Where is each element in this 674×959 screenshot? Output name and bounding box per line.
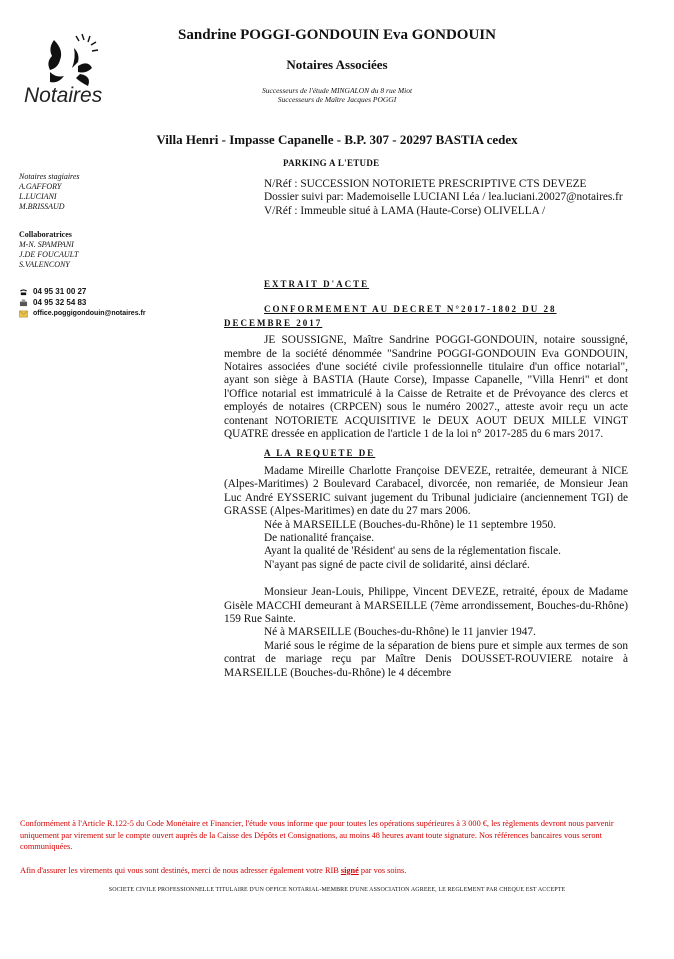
phone-row	[19, 286, 209, 297]
attestation-paragraph: JE SOUSSIGNE, Maître Sandrine POGGI-GONDOUIN, notaire soussigné, membre de la société dénommée "Sandrine POGGI-GONDOUIN Eva GONDOUIN, Notaires associées d'une société civile professionnelle titulaire d'un office notarial", ayant son siège à BASTIA (Haute Corse), Impasse Capanelle, "Villa Henri" et dont l'Office notarial est immatriculé à la Caisse de Retraite et de Prévoyance des clercs et employés de notaires (CRPCEN) sous le numéro 20027., atteste avoir reçu un acte contenant NOTORIETE ACQUISITIVE le DEUX AOUT DEUX MILLE VINGT QUATRE dressée en application de l'article 1 de la loi n° 2017-285 du 6 mars 2017.	[224, 334, 628, 441]
legal-footer: SOCIETE CIVILE PROFESSIONNELLE TITULAIRE D'UN OFFICE NOTARIAL-MEMBRE D'UNE ASSOCIATION AGREEE, LE REGLEMENT PAR CHEQUE EST ACCEPTE	[108, 887, 566, 893]
collab-title: Collaboratrices	[19, 230, 72, 239]
dossier-followed: Dossier suivi par: Mademoiselle LUCIANI Léa / lea.luciani.20027@notaires.fr	[264, 191, 623, 204]
collab-name: M-N. SPAMPANI	[19, 240, 74, 249]
office-address: Villa Henri - Impasse Capanelle - B.P. 307 - 20297 BASTIA cedex	[156, 132, 518, 147]
stagiaire-name: A.GAFFORY	[19, 182, 62, 191]
requester-2-marriage: Marié sous le régime de la séparation de biens pure et simple aux termes de son contrat de mariage reçu par Maître Denis DOUSSET-ROUVIERE notaire à MARSEILLE (Bouches-du-Rhône) le 4 décembre	[224, 639, 628, 679]
requester-1-pacs: N'ayant pas signé de pacte civil de solidarité, ainsi déclaré.	[264, 558, 530, 571]
collab-name: S.VALENCONY	[19, 260, 70, 269]
rib-signed-word: signé	[340, 866, 359, 875]
references	[224, 178, 628, 218]
stagiaires-block	[19, 172, 209, 212]
stagiaire-name: L.LUCIANI	[19, 192, 57, 201]
phone-number[interactable]: 04 95 31 00 27	[33, 286, 87, 296]
fax-number[interactable]: 04 95 32 54 83	[33, 297, 87, 307]
requester-1-birth: Née à MARSEILLE (Bouches-du-Rhône) le 11 septembre 1950.	[264, 518, 556, 531]
fax-icon	[19, 299, 28, 307]
phone-icon	[19, 288, 28, 296]
section-heading-decret: CONFORMEMENT AU DECRET N°2017-1802 DU 28 DECEMBRE 2017	[224, 304, 557, 328]
logo-text: Notaires	[24, 84, 103, 107]
successors	[0, 86, 674, 104]
successors-line-2: Successeurs de Maître Jacques POGGI	[277, 95, 397, 104]
stagiaire-name: M.BRISSAUD	[19, 202, 65, 211]
section-heading-extrait: EXTRAIT D'ACTE	[264, 279, 370, 289]
section-heading-requete: A LA REQUETE DE	[264, 448, 376, 459]
requester-1-paragraph: Madame Mireille Charlotte Françoise DEVEZE, retraitée, demeurant à NICE (Alpes-Maritimes) 2 Boulevard Carabacel, divorcée, non remariée, de Monsieur Jean Luc André EYSSERIC suivant jugement du Tribunal judiciaire (anciennement TGI) de GRASSE (Alpes-Maritimes) en date du 27 mars 2006.	[224, 464, 628, 518]
rib-notice-text: Afin d'assurer les virements qui vous sont destinés, merci de nous adresser également votre RIB	[20, 866, 341, 875]
email-row	[19, 308, 209, 319]
sidebar	[19, 172, 209, 319]
fax-row	[19, 297, 209, 308]
contact-block	[19, 286, 209, 319]
envelope-icon	[19, 310, 28, 318]
your-reference: V/Réf : Immeuble situé à LAMA (Haute-Corse) OLIVELLA /	[264, 204, 546, 217]
stagiaires-title: Notaires stagiaires	[19, 172, 80, 181]
parking-note: PARKING A L'ETUDE	[283, 158, 380, 168]
rib-notice-end: par vos soins.	[358, 866, 407, 875]
notary-names: Sandrine POGGI-GONDOUIN Eva GONDOUIN	[178, 27, 496, 43]
email-address[interactable]: office.poggigondouin@notaires.fr	[33, 309, 146, 317]
collab-name: J.DE FOUCAULT	[19, 250, 79, 259]
document-body	[224, 278, 628, 680]
requester-2-paragraph: Monsieur Jean-Louis, Philippe, Vincent DEVEZE, retraité, époux de Madame Gisèle MACCHI demeurant à MARSEILLE (7ème arrondissement, Bouches-du-Rhône) 159 Rue Sainte.	[224, 586, 628, 625]
collab-block	[19, 230, 209, 270]
requester-1-residence: Ayant la qualité de 'Résident' au sens de la réglementation fiscale.	[264, 545, 561, 558]
rib-notice	[20, 865, 650, 877]
requester-1-nationality: De nationalité française.	[264, 531, 375, 544]
requester-2-birth: Né à MARSEILLE (Bouches-du-Rhône) le 11 janvier 1947.	[264, 626, 536, 639]
notary-subtitle: Notaires Associées	[286, 57, 388, 72]
our-reference: N/Réf : SUCCESSION NOTORIETE PRESCRIPTIVE CTS DEVEZE	[264, 178, 587, 190]
payment-notice: Conformément à l'Article R.122-5 du Code Monétaire et Financier, l'étude vous informe que pour toutes les opérations supérieures à 3 000 €, les règlements devront nous parvenir uniquement par virement sur le compte ouvert auprès de la Caisse des Dépôts et Consignations, au moins 48 heures avant toute signature. Nos références bancaires vous seront communiquées.	[20, 819, 614, 851]
successors-line-1: Successeurs de l'étude MINGALON du 8 rue Miot	[261, 86, 413, 95]
